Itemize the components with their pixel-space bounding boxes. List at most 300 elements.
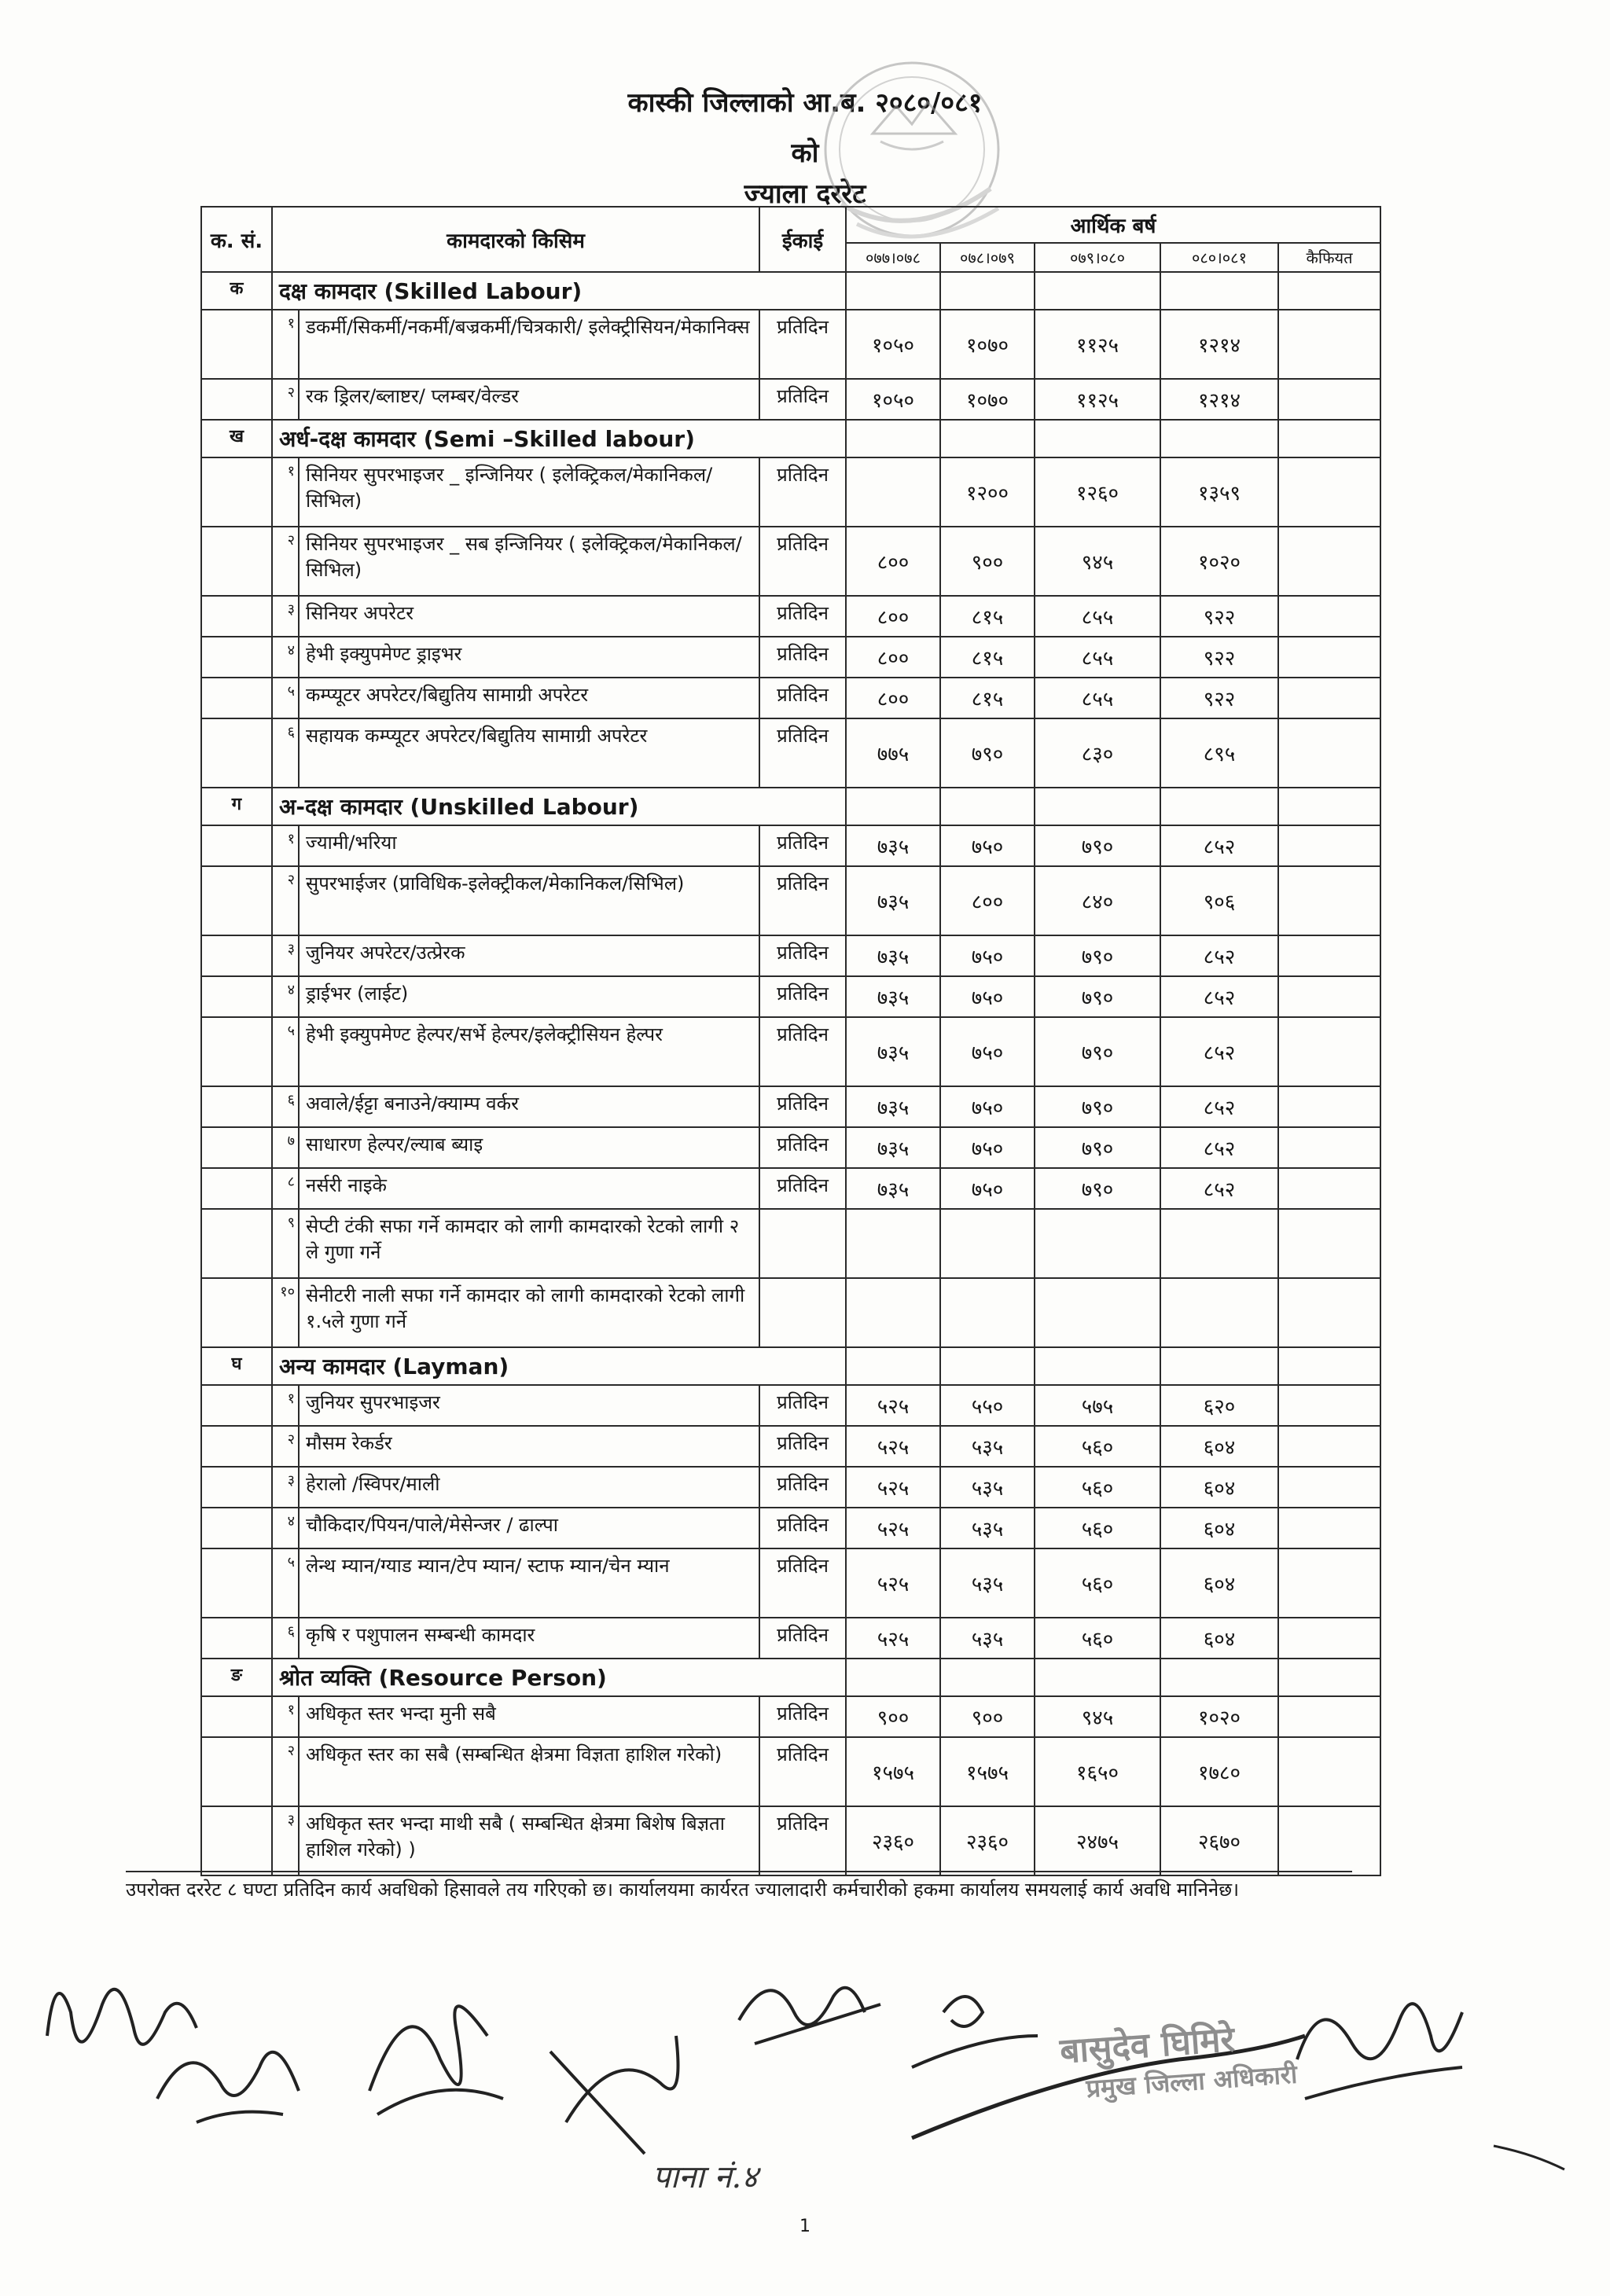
worker-type: सिनियर सुपरभाइजर _ इन्जिनियर ( इलेक्ट्रिकल/मेकानिकल/सिभिल): [299, 457, 759, 527]
empty-cell: [1278, 272, 1380, 310]
wage-value-year-2: [940, 1278, 1035, 1347]
worker-type: सहायक कम्प्यूटर अपरेटर/बिद्युतिय सामाग्री अपरेटर: [299, 718, 759, 788]
blank-cell: [201, 596, 272, 637]
row-number: १: [272, 1696, 299, 1737]
wage-value-year-1: ५२५: [846, 1618, 940, 1659]
category-title: अर्ध-दक्ष कामदार (Semi –Skilled labour): [272, 420, 846, 457]
worker-type: लेन्थ म्यान/ग्याड म्यान/टेप म्यान/ स्टाफ म्यान/चेन म्यान: [299, 1548, 759, 1618]
wage-row: [201, 379, 1380, 420]
empty-cell: [1035, 420, 1160, 457]
category-row: [201, 1659, 1380, 1696]
unit: प्रतिदिन: [759, 1508, 846, 1548]
signature-3: [369, 2006, 503, 2114]
worker-type: अधिकृत स्तर भन्दा माथी सबै ( सम्बन्धित क्षेत्रमा बिशेष बिज्ञता हाशिल गरेको) ): [299, 1806, 759, 1875]
wage-value-year-2: १२००: [940, 457, 1035, 527]
footer-note: उपरोक्त दररेट ८ घण्टा प्रतिदिन कार्य अवधिको हिसावले तय गरिएको छ। कार्यालयमा कार्यरत ज्यालादारी कर्मचारीको हकमा कार्यालय समयलाई कार्य अवधि मानिनेछ।: [126, 1871, 1352, 1904]
remarks-cell: [1278, 1385, 1380, 1426]
unit: प्रतिदिन: [759, 976, 846, 1017]
document-heading: ज्याला दररेट: [744, 178, 866, 210]
blank-cell: [201, 527, 272, 596]
wage-value-year-3: ८४०: [1035, 866, 1160, 935]
wage-value-year-3: ८५५: [1035, 596, 1160, 637]
wage-value-year-1: ७३५: [846, 1017, 940, 1086]
unit: प्रतिदिन: [759, 1426, 846, 1467]
page-reference: पाना नं.४: [652, 2159, 759, 2195]
row-number: ६: [272, 718, 299, 788]
blank-cell: [201, 1278, 272, 1347]
unit: प्रतिदिन: [759, 1618, 846, 1659]
wage-value-year-2: ८१५: [940, 678, 1035, 718]
category-row: [201, 420, 1380, 457]
wage-value-year-4: ९०६: [1160, 866, 1278, 935]
row-number: २: [272, 866, 299, 935]
remarks-cell: [1278, 1278, 1380, 1347]
row-number: ३: [272, 1467, 299, 1508]
row-number: ९: [272, 1209, 299, 1278]
header-unit: ईकाई: [759, 207, 846, 272]
wage-value-year-2: ७५०: [940, 825, 1035, 866]
wage-value-year-1: १०५०: [846, 379, 940, 420]
wage-value-year-1: ५२५: [846, 1385, 940, 1426]
wage-value-year-3: ८३०: [1035, 718, 1160, 788]
wage-row: [201, 1467, 1380, 1508]
wage-value-year-2: ७५०: [940, 976, 1035, 1017]
wage-value-year-1: १५७५: [846, 1737, 940, 1806]
header-year-4: ०८०।०८१: [1160, 243, 1278, 272]
wage-value-year-4: ६०४: [1160, 1508, 1278, 1548]
wage-value-year-1: ८००: [846, 637, 940, 678]
wage-value-year-2: ७५०: [940, 1168, 1035, 1209]
blank-cell: [201, 637, 272, 678]
worker-type: सिनियर सुपरभाइजर _ सब इन्जिनियर ( इलेक्ट्रिकल/मेकानिकल/सिभिल): [299, 527, 759, 596]
worker-type: सिनियर अपरेटर: [299, 596, 759, 637]
wage-value-year-4: १२१४: [1160, 379, 1278, 420]
wage-value-year-2: ७५०: [940, 1127, 1035, 1168]
wage-row: [201, 678, 1380, 718]
blank-cell: [201, 718, 272, 788]
wage-row: [201, 866, 1380, 935]
row-number: ३: [272, 1806, 299, 1875]
wage-value-year-3: १२६०: [1035, 457, 1160, 527]
row-number: १: [272, 457, 299, 527]
worker-type: अधिकृत स्तर भन्दा मुनी सबै: [299, 1696, 759, 1737]
wage-row: [201, 1017, 1380, 1086]
worker-type: ज्यामी/भरिया: [299, 825, 759, 866]
wage-value-year-1: ७३५: [846, 976, 940, 1017]
empty-cell: [846, 1659, 940, 1696]
row-number: १: [272, 825, 299, 866]
wage-row: [201, 1548, 1380, 1618]
wage-value-year-4: १०२०: [1160, 527, 1278, 596]
signature-6: [912, 1997, 1038, 2067]
worker-type: हेभी इक्युपमेण्ट हेल्पर/सर्भे हेल्पर/इलेक्ट्रीसियन हेल्पर: [299, 1017, 759, 1086]
worker-type: कम्प्यूटर अपरेटर/बिद्युतिय सामाग्री अपरेटर: [299, 678, 759, 718]
unit: प्रतिदिन: [759, 310, 846, 379]
wage-value-year-3: २४७५: [1035, 1806, 1160, 1875]
remarks-cell: [1278, 1548, 1380, 1618]
empty-cell: [846, 272, 940, 310]
signature-2: [157, 2052, 299, 2122]
worker-type: अधिकृत स्तर का सबै (सम्बन्धित क्षेत्रमा विज्ञता हाशिल गरेको): [299, 1737, 759, 1806]
wage-value-year-1: ७३५: [846, 1168, 940, 1209]
wage-value-year-3: ११२५: [1035, 310, 1160, 379]
officer-name-stamp: [1058, 1999, 1457, 2129]
row-number: ४: [272, 637, 299, 678]
category-title: अ-दक्ष कामदार (Unskilled Labour): [272, 788, 846, 825]
wage-value-year-3: [1035, 1278, 1160, 1347]
worker-type: साधारण हेल्पर/ल्याब ब्याइ: [299, 1127, 759, 1168]
wage-value-year-2: ७५०: [940, 935, 1035, 976]
wage-value-year-1: १०५०: [846, 310, 940, 379]
wage-value-year-4: ८५२: [1160, 1127, 1278, 1168]
blank-cell: [201, 1086, 272, 1127]
category-title: श्रोत व्यक्ति (Resource Person): [272, 1659, 846, 1696]
category-row: [201, 272, 1380, 310]
wage-value-year-4: ८५२: [1160, 976, 1278, 1017]
wage-row: [201, 1426, 1380, 1467]
wage-row: [201, 1127, 1380, 1168]
worker-type: जुनियर अपरेटर/उत्प्रेरक: [299, 935, 759, 976]
wage-value-year-4: ८५२: [1160, 1017, 1278, 1086]
wage-row: [201, 637, 1380, 678]
officer-name: बासुदेव घिमिरे: [1058, 2019, 1237, 2072]
wage-value-year-4: ८९५: [1160, 718, 1278, 788]
signature-1: [47, 1989, 197, 2044]
wage-value-year-1: ९००: [846, 1696, 940, 1737]
empty-cell: [1160, 1347, 1278, 1385]
wage-value-year-3: ७९०: [1035, 1017, 1160, 1086]
wage-value-year-2: ७५०: [940, 1017, 1035, 1086]
blank-cell: [201, 1508, 272, 1548]
wage-value-year-4: [1160, 1278, 1278, 1347]
wage-value-year-3: [1035, 1209, 1160, 1278]
worker-type: जुनियर सुपरभाइजर: [299, 1385, 759, 1426]
wage-value-year-3: ९४५: [1035, 527, 1160, 596]
worker-type: मौसम रेकर्डर: [299, 1426, 759, 1467]
wage-value-year-2: ८१५: [940, 596, 1035, 637]
blank-cell: [201, 1385, 272, 1426]
row-number: २: [272, 1737, 299, 1806]
unit: प्रतिदिन: [759, 1168, 846, 1209]
row-number: २: [272, 1426, 299, 1467]
wage-value-year-1: ५२५: [846, 1548, 940, 1618]
wage-value-year-4: ८५२: [1160, 1168, 1278, 1209]
wage-row: [201, 1806, 1380, 1875]
wage-row: [201, 457, 1380, 527]
unit: प्रतिदिन: [759, 1737, 846, 1806]
unit: प्रतिदिन: [759, 678, 846, 718]
wage-value-year-3: ५६०: [1035, 1618, 1160, 1659]
wage-value-year-4: २६७०: [1160, 1806, 1278, 1875]
unit: प्रतिदिन: [759, 718, 846, 788]
wage-row: [201, 1618, 1380, 1659]
remarks-cell: [1278, 678, 1380, 718]
row-number: ४: [272, 1508, 299, 1548]
wage-row: [201, 1168, 1380, 1209]
empty-cell: [940, 788, 1035, 825]
wage-value-year-1: [846, 1209, 940, 1278]
header-remarks: कैफियत: [1278, 243, 1380, 272]
wage-row: [201, 1086, 1380, 1127]
unit: [759, 1209, 846, 1278]
header-year-1: ०७७।०७८: [846, 243, 940, 272]
category-code: घ: [201, 1347, 272, 1385]
blank-cell: [201, 1618, 272, 1659]
table-body: [201, 272, 1380, 1875]
blank-cell: [201, 1017, 272, 1086]
unit: प्रतिदिन: [759, 1086, 846, 1127]
wage-row: [201, 718, 1380, 788]
wage-value-year-4: ८५२: [1160, 935, 1278, 976]
header-year-2: ०७८।०७९: [940, 243, 1035, 272]
row-number: ५: [272, 1548, 299, 1618]
empty-cell: [940, 420, 1035, 457]
worker-type: हेभी इक्युपमेण्ट ड्राइभर: [299, 637, 759, 678]
wage-row: [201, 1737, 1380, 1806]
wage-value-year-4: ६२०: [1160, 1385, 1278, 1426]
wage-value-year-1: ७७५: [846, 718, 940, 788]
empty-cell: [1278, 1347, 1380, 1385]
row-number: ५: [272, 1017, 299, 1086]
category-code: ग: [201, 788, 272, 825]
wage-value-year-2: ५५०: [940, 1385, 1035, 1426]
unit: प्रतिदिन: [759, 935, 846, 976]
wage-value-year-1: ८००: [846, 678, 940, 718]
category-title: दक्ष कामदार (Skilled Labour): [272, 272, 846, 310]
wage-value-year-1: ८००: [846, 596, 940, 637]
wage-value-year-3: ५६०: [1035, 1508, 1160, 1548]
wage-rate-table: [200, 206, 1381, 1876]
unit: प्रतिदिन: [759, 825, 846, 866]
empty-cell: [846, 788, 940, 825]
wage-row: [201, 527, 1380, 596]
empty-cell: [1035, 1347, 1160, 1385]
blank-cell: [201, 457, 272, 527]
header-fiscal-year: आर्थिक बर्ष: [846, 207, 1380, 243]
row-number: २: [272, 527, 299, 596]
empty-cell: [1160, 272, 1278, 310]
unit: प्रतिदिन: [759, 527, 846, 596]
page-number: 1: [799, 2217, 811, 2236]
signature-4: [550, 2036, 678, 2154]
wage-value-year-2: ५३५: [940, 1548, 1035, 1618]
wage-value-year-4: ६०४: [1160, 1426, 1278, 1467]
blank-cell: [201, 866, 272, 935]
wage-value-year-3: ८५५: [1035, 678, 1160, 718]
category-row: [201, 1347, 1380, 1385]
signature-5: [739, 1988, 880, 2044]
wage-value-year-2: १०७०: [940, 379, 1035, 420]
empty-cell: [1278, 1659, 1380, 1696]
wage-value-year-2: ८००: [940, 866, 1035, 935]
remarks-cell: [1278, 1209, 1380, 1278]
worker-type: ड्राईभर (लाईट): [299, 976, 759, 1017]
remarks-cell: [1278, 825, 1380, 866]
empty-cell: [1160, 420, 1278, 457]
remarks-cell: [1278, 866, 1380, 935]
row-number: १: [272, 310, 299, 379]
wage-value-year-3: ५६०: [1035, 1548, 1160, 1618]
worker-type: नर्सरी नाइके: [299, 1168, 759, 1209]
blank-cell: [201, 1209, 272, 1278]
wage-value-year-3: ८५५: [1035, 637, 1160, 678]
remarks-cell: [1278, 310, 1380, 379]
empty-cell: [1160, 788, 1278, 825]
wage-value-year-1: ५२५: [846, 1508, 940, 1548]
worker-type: रक ड्रिलर/ब्लाष्टर/ प्लम्बर/वेल्डर: [299, 379, 759, 420]
empty-cell: [1035, 1659, 1160, 1696]
wage-value-year-1: ५२५: [846, 1467, 940, 1508]
wage-value-year-2: ९००: [940, 1696, 1035, 1737]
wage-value-year-1: २३६०: [846, 1806, 940, 1875]
document-subtitle: को: [791, 138, 819, 169]
blank-cell: [201, 1426, 272, 1467]
remarks-cell: [1278, 1618, 1380, 1659]
unit: [759, 1278, 846, 1347]
wage-value-year-4: ८५२: [1160, 825, 1278, 866]
unit: प्रतिदिन: [759, 866, 846, 935]
remarks-cell: [1278, 527, 1380, 596]
row-number: ५: [272, 678, 299, 718]
worker-type: चौकिदार/पियन/पाले/मेसेन्जर / ढाल्पा: [299, 1508, 759, 1548]
remarks-cell: [1278, 1127, 1380, 1168]
wage-value-year-2: ९००: [940, 527, 1035, 596]
unit: प्रतिदिन: [759, 1696, 846, 1737]
unit: प्रतिदिन: [759, 379, 846, 420]
unit: प्रतिदिन: [759, 1806, 846, 1875]
wage-row: [201, 976, 1380, 1017]
empty-cell: [1278, 788, 1380, 825]
remarks-cell: [1278, 457, 1380, 527]
wage-value-year-1: [846, 457, 940, 527]
unit: प्रतिदिन: [759, 1127, 846, 1168]
row-number: ६: [272, 1618, 299, 1659]
remarks-cell: [1278, 1017, 1380, 1086]
wage-value-year-2: ५३५: [940, 1618, 1035, 1659]
wage-value-year-1: ५२५: [846, 1426, 940, 1467]
blank-cell: [201, 1696, 272, 1737]
remarks-cell: [1278, 1467, 1380, 1508]
empty-cell: [1278, 420, 1380, 457]
unit: प्रतिदिन: [759, 457, 846, 527]
wage-value-year-3: ७९०: [1035, 1127, 1160, 1168]
wage-value-year-4: १७८०: [1160, 1737, 1278, 1806]
remarks-cell: [1278, 1737, 1380, 1806]
remarks-cell: [1278, 1696, 1380, 1737]
empty-cell: [1035, 272, 1160, 310]
wage-value-year-4: ६०४: [1160, 1618, 1278, 1659]
wage-row: [201, 1508, 1380, 1548]
worker-type: अवाले/ईट्टा बनाउने/क्याम्प वर्कर: [299, 1086, 759, 1127]
row-number: १०: [272, 1278, 299, 1347]
category-row: [201, 788, 1380, 825]
wage-value-year-4: ६०४: [1160, 1548, 1278, 1618]
wage-value-year-3: ९४५: [1035, 1696, 1160, 1737]
row-number: ४: [272, 976, 299, 1017]
remarks-cell: [1278, 1806, 1380, 1875]
remarks-cell: [1278, 935, 1380, 976]
wage-value-year-1: ७३५: [846, 866, 940, 935]
wage-value-year-3: ५६०: [1035, 1426, 1160, 1467]
wage-value-year-1: ७३५: [846, 825, 940, 866]
remarks-cell: [1278, 1168, 1380, 1209]
wage-value-year-1: ८००: [846, 527, 940, 596]
wage-value-year-4: १०२०: [1160, 1696, 1278, 1737]
wage-value-year-2: [940, 1209, 1035, 1278]
wage-row: [201, 1278, 1380, 1347]
wage-value-year-4: ६०४: [1160, 1467, 1278, 1508]
blank-cell: [201, 379, 272, 420]
empty-cell: [940, 272, 1035, 310]
blank-cell: [201, 1806, 272, 1875]
wage-value-year-1: ७३५: [846, 1086, 940, 1127]
wage-value-year-3: ७९०: [1035, 1086, 1160, 1127]
wage-value-year-3: १६५०: [1035, 1737, 1160, 1806]
row-number: ६: [272, 1086, 299, 1127]
wage-value-year-3: ७९०: [1035, 1168, 1160, 1209]
wage-value-year-3: ७९०: [1035, 976, 1160, 1017]
blank-cell: [201, 1168, 272, 1209]
empty-cell: [1035, 788, 1160, 825]
blank-cell: [201, 1467, 272, 1508]
empty-cell: [940, 1347, 1035, 1385]
wage-value-year-4: ९२२: [1160, 637, 1278, 678]
blank-cell: [201, 310, 272, 379]
wage-row: [201, 596, 1380, 637]
blank-cell: [201, 976, 272, 1017]
wage-row: [201, 825, 1380, 866]
wage-row: [201, 1696, 1380, 1737]
wage-value-year-3: ७९०: [1035, 825, 1160, 866]
worker-type: हेरालो /स्विपर/माली: [299, 1467, 759, 1508]
remarks-cell: [1278, 1426, 1380, 1467]
row-number: २: [272, 379, 299, 420]
wage-value-year-1: ७३५: [846, 1127, 940, 1168]
document-title: कास्की जिल्लाको आ.ब. २०८०/०८१: [627, 87, 983, 119]
wage-value-year-3: ७९०: [1035, 935, 1160, 976]
wage-value-year-2: २३६०: [940, 1806, 1035, 1875]
remarks-cell: [1278, 596, 1380, 637]
blank-cell: [201, 1127, 272, 1168]
wage-value-year-2: १०७०: [940, 310, 1035, 379]
empty-cell: [846, 1347, 940, 1385]
row-number: १: [272, 1385, 299, 1426]
category-title: अन्य कामदार (Layman): [272, 1347, 846, 1385]
header-sn: क. सं.: [201, 207, 272, 272]
remarks-cell: [1278, 1508, 1380, 1548]
header-year-3: ०७९।०८०: [1035, 243, 1160, 272]
category-code: क: [201, 272, 272, 310]
category-code: ख: [201, 420, 272, 457]
wage-value-year-4: ९२२: [1160, 678, 1278, 718]
wage-value-year-2: ७५०: [940, 1086, 1035, 1127]
worker-type: सुपरभाईजर (प्राविधिक-इलेक्ट्रीकल/मेकानिकल/सिभिल): [299, 866, 759, 935]
unit: प्रतिदिन: [759, 1548, 846, 1618]
header-worker-type: कामदारको किसिम: [272, 207, 759, 272]
row-number: ३: [272, 935, 299, 976]
row-number: ७: [272, 1127, 299, 1168]
blank-cell: [201, 825, 272, 866]
row-number: ३: [272, 596, 299, 637]
category-code: ङ: [201, 1659, 272, 1696]
remarks-cell: [1278, 718, 1380, 788]
wage-value-year-2: ५३५: [940, 1426, 1035, 1467]
row-number: ८: [272, 1168, 299, 1209]
remarks-cell: [1278, 1086, 1380, 1127]
remarks-cell: [1278, 637, 1380, 678]
wage-value-year-4: १३५९: [1160, 457, 1278, 527]
wage-value-year-1: [846, 1278, 940, 1347]
